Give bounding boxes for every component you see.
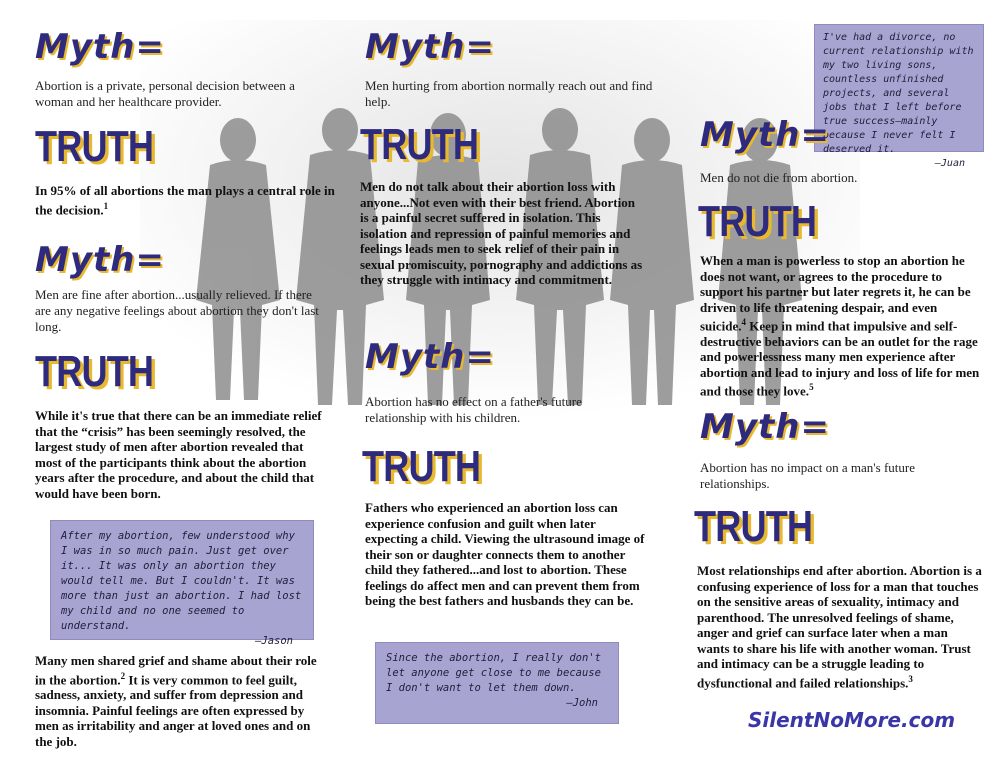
myth-heading-1: Myth= <box>35 27 165 67</box>
myth-heading-2: Myth= <box>35 240 165 280</box>
quote-jason <box>50 520 314 647</box>
quote-jason-text: After my abortion, few understood why I was in so much pain. Just get over it... It was only an abortion they would tell me. But I couldn't. It was more than just an abortion. I had lost my child and no one seemed to understand. <box>61 530 302 632</box>
myth-heading-6: Myth= <box>700 407 830 447</box>
myth-heading-4: Myth= <box>365 337 495 377</box>
quote-john <box>375 642 619 724</box>
truth-text-5: When a man is powerless to stop an abortion he does not want, or agrees to the procedure to support his partner but later regrets it, he can be driven to life threatening despair, and even suicide.$^4$ Keep in mind that impulsive and self-destructive behaviors can be an outlet for the rage and powerlessness many men experience after abortion and lead to injury and loss of life for men and those they love.$^5$ <box>700 253 980 399</box>
myth-text-6: Abortion has no impact on a man's future relationships. <box>700 460 915 491</box>
quote-juan-author: —Juan <box>934 158 965 169</box>
grief-text: Many men shared grief and shame about their role in the abortion.$^2$ It is very common to feel guilt, sadness, anxiety, and suffer from depression and insomnia. Painful feelings are often expressed by men as irritability and anger at loved ones and on the job. <box>35 653 317 749</box>
quote-john-author: —John <box>566 697 598 709</box>
truth-heading-4: TRUTH <box>362 442 481 491</box>
truth-heading-3: TRUTH <box>360 120 479 169</box>
myth-text-4: Abortion has no effect on a father's future relationship with his children. <box>365 394 582 425</box>
truth-text-1: In 95% of all abortions the man plays a central role in the decision.$^1$ <box>35 183 335 217</box>
quote-juan <box>814 24 984 169</box>
truth-text-4: Fathers who experienced an abortion loss can experience confusion and guilt when later expecting a child. Viewing the ultrasound image of their son or daughter connects them to another child they fathered...and lost to abortion. These feelings do affect men and can prevent them from being the best fathers and husbands they can be. <box>365 500 645 608</box>
myth-text-1: Abortion is a private, personal decision between a woman and her healthcare provider. <box>35 78 295 109</box>
myth-heading-5: Myth= <box>700 115 830 155</box>
myth-text-5: Men do not die from abortion. <box>700 170 858 185</box>
myth-text-3: Men hurting from abortion normally reach out and find help. <box>365 78 653 109</box>
quote-juan-text: I've had a divorce, no current relationship with my two living sons, countless unfinished projects, and several jobs that I left before true success—mainly because I never felt I deserved it. <box>823 32 974 155</box>
quote-john-text: Since the abortion, I really don't let anyone get close to me because I don't want to let them down. <box>386 652 601 694</box>
quote-jason-author: —Jason <box>255 635 293 647</box>
truth-heading-5: TRUTH <box>698 197 817 246</box>
website-link[interactable]: SilentNoMore.com <box>748 708 956 732</box>
truth-text-6: Most relationships end after abortion. Abortion is a confusing experience of loss for a man that touches on the sensitive areas of sexuality, intimacy and parenthood. The unresolved feelings of shame, anger and grief can surface later when a man wants to share his life with another woman. Trust and intimacy can be a struggle leading to dysfunctional and failed relationships.$^3$ <box>697 563 982 690</box>
myth-heading-3: Myth= <box>365 27 495 67</box>
truth-heading-2: TRUTH <box>35 347 154 396</box>
truth-text-2: While it's true that there can be an immediate relief that the “crisis” has been seemingly resolved, the largest study of men after abortion revealed that most of the participants think about the abortion years after the procedure, and about the child that would have been born. <box>35 408 322 501</box>
myth-text-2: Men are fine after abortion...usually relieved. If there are any negative feelings about abortion they don't last long. <box>35 287 319 334</box>
truth-heading-1: TRUTH <box>35 122 154 171</box>
truth-text-3: Men do not talk about their abortion loss with anyone...Not even with their best friend. Abortion is a painful secret suffered in isolation. This isolation and repression of painful memories and feelings leads men to seek relief of their pain in sexual promiscuity, pornography and addictions as they struggle with intimacy and commitment. <box>360 179 643 287</box>
truth-heading-6: TRUTH <box>694 502 813 551</box>
